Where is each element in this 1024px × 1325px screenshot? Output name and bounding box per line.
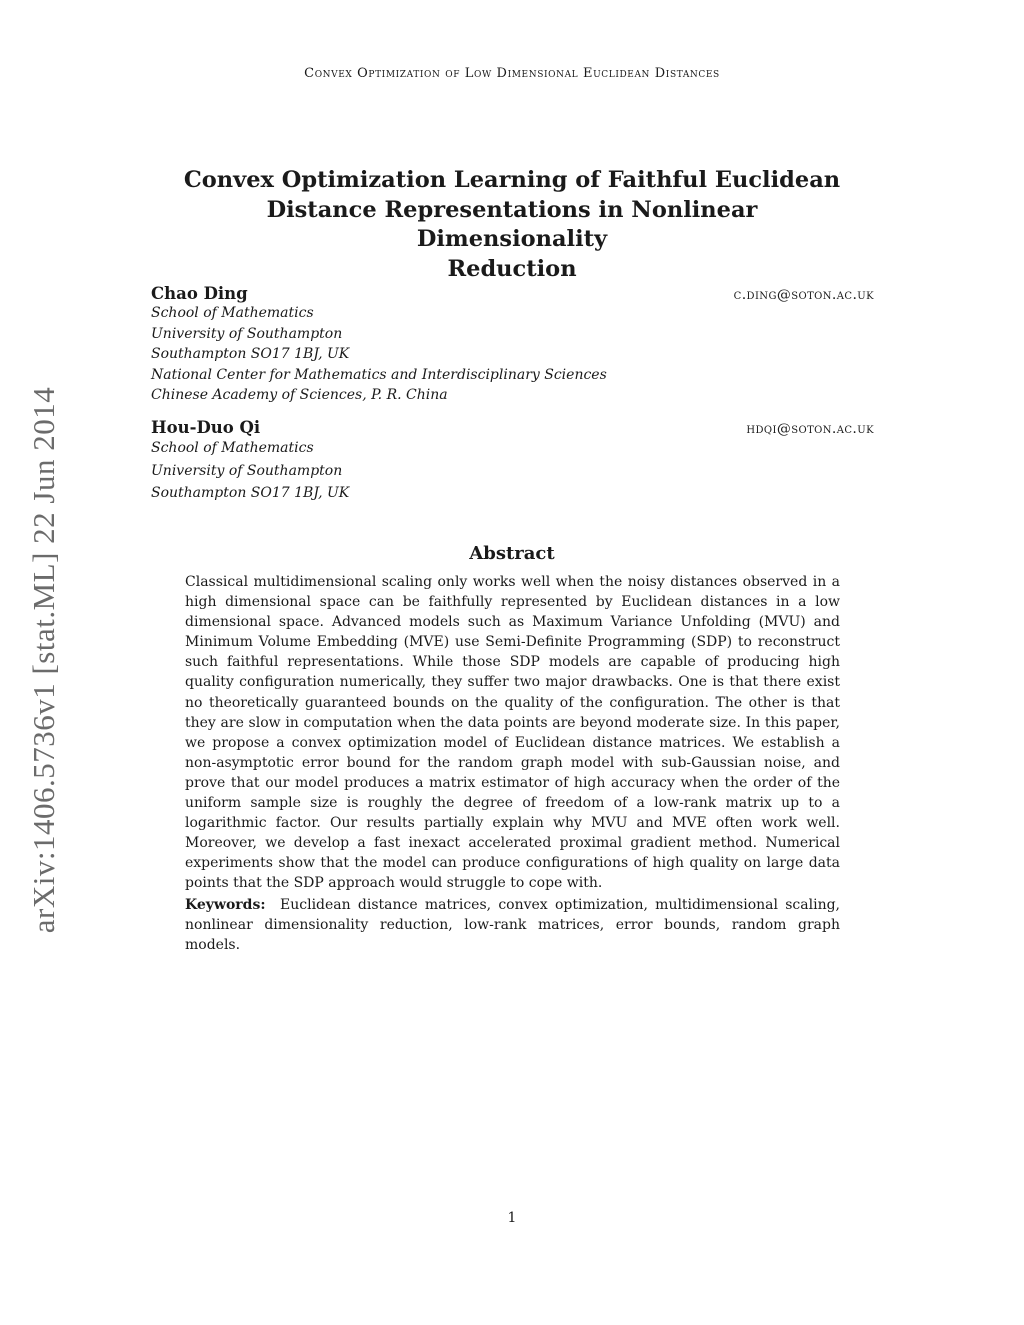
author-header	[151, 418, 874, 437]
affiliation-line: Chinese Academy of Sciences, P. R. China	[151, 387, 448, 403]
running-head: Convex Optimization of Low Dimensional Euclidean Distances	[304, 66, 720, 81]
affiliation-line: Southampton SO17 1BJ, UK	[151, 485, 350, 501]
author-name: Chao Ding	[151, 284, 248, 303]
author-email[interactable]: hdqi@soton.ac.uk	[746, 421, 874, 437]
paper-title	[170, 166, 854, 284]
affiliation-line: School of Mathematics	[151, 440, 314, 456]
author-name: Hou-Duo Qi	[151, 418, 261, 437]
affiliation-line: Southampton SO17 1BJ, UK	[151, 346, 350, 362]
abstract-text: Classical multidimensional scaling only works well when the noisy distances observed in a high dimensional space can be faithfully represented by Euclidean distances in a low dimensional space. Advanced models such as Maximum Variance Unfolding (MVU) and Minimum Volume Embedding (MVE) use Semi-Definite Programming (SDP) to reconstruct such faithful representations. While those SDP models are capable of producing high quality configuration numerically, they suffer two major drawbacks. One is that there exist no theoretically guaranteed bounds on the quality of the configuration. The other is that they are slow in computation when the data points are beyond moderate size. In this paper, we propose a convex optimization model of Euclidean distance matrices. We establish a non-asymptotic error bound for the random graph model with sub-Gaussian noise, and prove that our model produces a matrix estimator of high accuracy when the order of the uniform sample size is roughly the degree of freedom of a low-rank matrix up to a logarithmic factor. Our results partially explain why MVU and MVE often work well. Moreover, we develop a fast inexact accelerated proximal gradient method. Numerical experiments show that the model can produce configurations of high quality on large data points that the SDP approach would struggle to cope with.	[185, 574, 840, 892]
title-line: Reduction	[447, 255, 577, 282]
arxiv-stamp: arXiv:1406.5736v1 [stat.ML] 22 Jun 2014	[26, 386, 61, 934]
page-number: 1	[507, 1210, 517, 1226]
affiliation-line: National Center for Mathematics and Interdisciplinary Sciences	[151, 366, 607, 383]
author-block-hou-duo-qi	[151, 418, 874, 505]
keywords	[185, 895, 840, 955]
affiliation-line: University of Southampton	[151, 325, 343, 342]
author-header	[151, 284, 874, 303]
title-line: Distance Representations in Nonlinear Dimensionality	[266, 196, 758, 252]
keywords-text: Euclidean distance matrices, convex optimization, multidimensional scaling, nonlinear dimensionality reduction, low-rank matrices, error bounds, random graph models.	[185, 897, 840, 954]
author-block-chao-ding	[151, 284, 874, 406]
affiliation-line: University of Southampton	[151, 462, 343, 479]
affiliation-line: School of Mathematics	[151, 305, 314, 321]
author-email[interactable]: c.ding@soton.ac.uk	[733, 287, 874, 303]
keywords-label: Keywords:	[185, 897, 266, 913]
abstract-heading: Abstract	[469, 543, 555, 564]
title-line: Convex Optimization Learning of Faithful Euclidean	[183, 167, 841, 193]
